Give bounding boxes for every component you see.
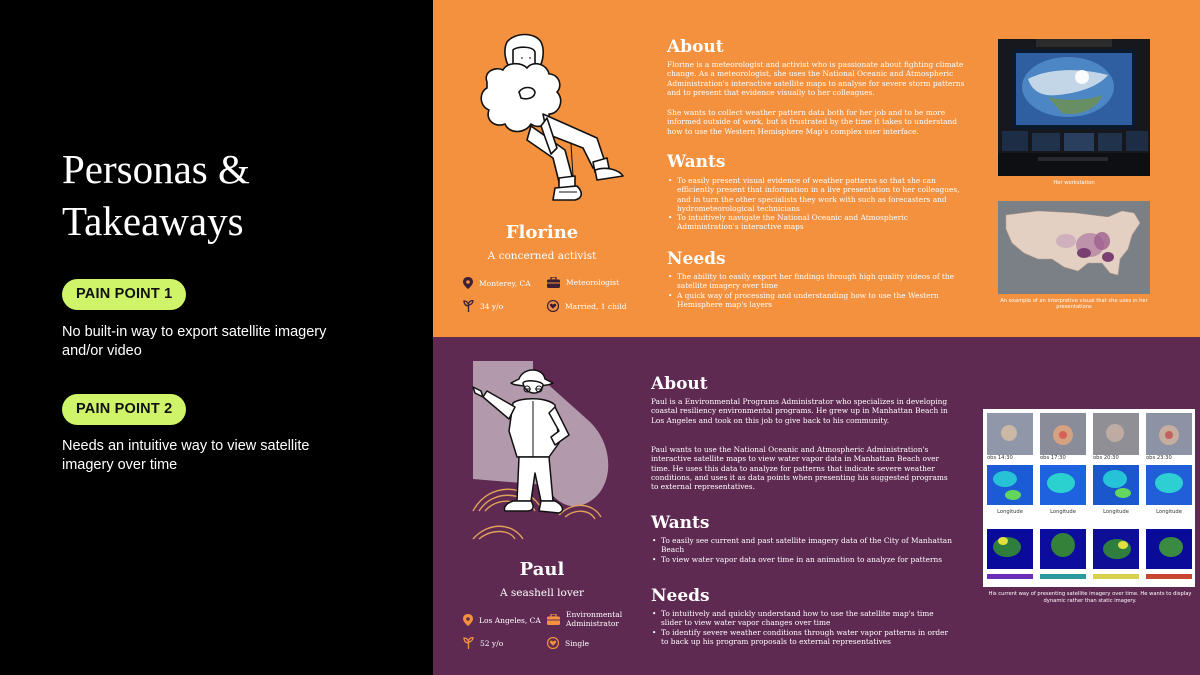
- grid-label: obs 20:30: [1093, 455, 1119, 461]
- axis-label: Longitude: [1156, 509, 1182, 515]
- wants-list: [651, 536, 961, 564]
- list-item: • To intuitively navigate the National Oceanic and Atmospheric Administration's interactive maps: [667, 213, 967, 232]
- axis-label: Longitude: [1103, 509, 1129, 515]
- location-pin-icon: [463, 614, 473, 626]
- workstation-image: [998, 39, 1150, 176]
- job-text: Environmental Administrator: [566, 610, 623, 628]
- age-fact: [463, 637, 503, 649]
- map-caption: An example of an interpretive visual that she uses in her presentations: [1000, 298, 1148, 310]
- satellite-imagery-grid: [983, 409, 1195, 587]
- job-fact: [547, 277, 619, 288]
- list-item: • To view water vapor data over time in an animation to analyze for patterns: [651, 555, 961, 564]
- satellite-grid-image: [983, 409, 1195, 587]
- persona-tagline: A concerned activist: [487, 250, 597, 262]
- wants-list: [667, 176, 967, 232]
- location-text: Monterey, CA: [479, 278, 531, 288]
- family-text: Married, 1 child: [565, 301, 627, 311]
- heart-icon: [547, 637, 559, 649]
- location-text: Los Angeles, CA: [479, 615, 541, 625]
- grid-label: obs 17:30: [1040, 455, 1066, 461]
- about-heading: About: [651, 374, 708, 394]
- sprout-icon: [463, 637, 474, 649]
- about-paragraph-2: She wants to collect weather pattern data both for her job and to be more informed outside of work, but is frustrated by the time it takes to understand how to use the Western Hemisphere Map's complex user interface.: [667, 108, 957, 136]
- list-item: • The ability to easily export her findings through high quality videos of the satellite imagery over time: [667, 272, 967, 291]
- location-fact: [463, 277, 531, 289]
- axis-label: Longitude: [1050, 509, 1076, 515]
- list-item: • A quick way of processing and understanding how to use the Western Hemisphere map's layers: [667, 291, 967, 310]
- pain-point-2-text: Needs an intuitive way to view satellite imagery over time: [62, 438, 310, 473]
- age-fact: [463, 300, 503, 312]
- workstation-caption: Her workstation: [1053, 180, 1095, 186]
- grid-label: obs 23:30: [1146, 455, 1172, 461]
- sprout-icon: [463, 300, 474, 312]
- left-panel: [0, 0, 433, 675]
- family-fact: [547, 300, 627, 312]
- about-paragraph-1: Paul is a Environmental Programs Administrator who specializes in developing coastal resiliency environmental programs. He grew up in Manhattan Beach in Los Angeles and took on this job to give back to his community.: [651, 397, 948, 425]
- family-fact: [547, 637, 589, 649]
- wants-heading: Wants: [667, 152, 726, 172]
- grid-caption: His current way of presenting satellite imagery over time. He wants to display dynamic rather than static imagery.: [988, 591, 1192, 604]
- us-map-image: [998, 201, 1150, 294]
- about-heading: About: [667, 37, 724, 57]
- persona-tagline: A seashell lover: [499, 587, 585, 599]
- persona-florine: [433, 0, 1200, 337]
- pain-point-1-text: No built-in way to export satellite imagery and/or video: [62, 324, 327, 359]
- wants-heading: Wants: [651, 513, 710, 533]
- briefcase-icon: [547, 614, 560, 625]
- needs-heading: Needs: [667, 249, 726, 269]
- paul-illustration: [469, 361, 619, 555]
- about-paragraph-2: Paul wants to use the National Oceanic and Atmospheric Administration's interactive satellite maps to view water vapor data in Manhattan Beach over time. He uses this data to analyze for patterns that indicate severe weather conditions, and uses it as data points when presenting his suggested programs to external representatives.: [651, 445, 948, 492]
- location-pin-icon: [463, 277, 473, 289]
- persona-name: Florine: [505, 222, 579, 243]
- needs-list: [651, 609, 951, 646]
- page-title: Personas & Takeaways: [62, 146, 250, 244]
- age-text: 52 y/o: [480, 638, 504, 648]
- list-item: • To easily present visual evidence of weather patterns so that she can efficiently present that information in a live presentation to her colleagues, and in turn the other specialists they work with such as forecasters and hydrometeorological technicians: [667, 176, 967, 213]
- workstation-photo: [998, 39, 1150, 176]
- list-item: • To easily see current and past satellite imagery data of the City of Manhattan Beach: [651, 536, 961, 555]
- briefcase-icon: [547, 277, 560, 288]
- age-text: 34 y/o: [480, 301, 504, 311]
- needs-heading: Needs: [651, 586, 710, 606]
- about-paragraph-1: Florine is a meteorologist and activist who is passionate about fighting climate change. As a meteorologist, she uses the National Oceanic and Atmospheric Administration's interactive satellite maps to analyse for severe storm patterns and to present that evidence visually to her colleagues.: [667, 60, 965, 97]
- location-fact: [463, 614, 541, 626]
- grid-label: obs 14:30: [987, 455, 1013, 461]
- axis-label: Longitude: [997, 509, 1023, 515]
- heart-icon: [547, 300, 559, 312]
- interpretive-map: [998, 201, 1150, 294]
- florine-illustration: [447, 30, 637, 210]
- persona-paul: [433, 337, 1200, 675]
- job-fact: [547, 610, 628, 628]
- needs-list: [667, 272, 967, 309]
- persona-name: Paul: [519, 559, 565, 580]
- pain-point-1-badge: PAIN POINT 1: [62, 279, 186, 310]
- family-text: Single: [565, 638, 590, 648]
- list-item: • To intuitively and quickly understand how to use the satellite map's time slider to view water vapor changes over time: [651, 609, 951, 628]
- pain-point-2-badge: PAIN POINT 2: [62, 394, 186, 425]
- list-item: • To identify severe weather conditions through water vapor patterns in order to back up his program proposals to external representatives: [651, 628, 951, 647]
- job-text: Meteorologist: [566, 278, 620, 287]
